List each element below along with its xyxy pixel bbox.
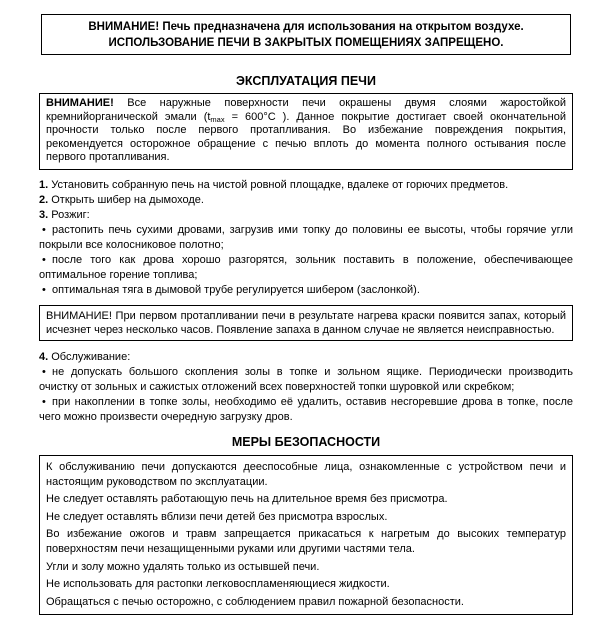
safety-rule-1: К обслуживанию печи допускаются дееспособные лица, ознакомленные с устройством печи и настоящим руководством по эксплуатации. (46, 460, 566, 488)
safety-rule-5: Угли и золу можно удалять только из остывшей печи. (46, 560, 320, 573)
step-item-2 (39, 193, 573, 208)
step-number: 4. (39, 350, 49, 363)
step-text: Установить собранную печь на чистой ровной площадке, вдалеке от горючих предметов. (48, 178, 509, 191)
step-number: 3. (39, 208, 49, 221)
outdoor-warning-line-1: ВНИМАНИЕ! Печь предназначена для использования на открытом воздухе. (88, 21, 524, 33)
tmax-subscript: max (210, 114, 225, 124)
outdoor-warning-box (41, 14, 571, 55)
step-text: Розжиг: (48, 208, 90, 221)
operation-steps (39, 178, 573, 298)
step-item-1 (39, 178, 573, 193)
bullet-text: растопить печь сухими дровами, загрузив ими топку до половины ее высоты, чтобы горячие угли покрыли все колосниковое полотно; (39, 223, 573, 251)
maintenance-section (39, 350, 573, 425)
step-number: 1. (39, 178, 49, 191)
bullet-text: после того как дрова хорошо разгорятся, зольник поставить в положение, обеспечивающее оптимальное горение топлива; (39, 253, 573, 281)
bullet-text: оптимальная тяга в дымовой трубе регулируется шибером (заслонкой). (52, 283, 420, 296)
step-text: Открыть шибер на дымоходе. (48, 193, 204, 206)
bullet-icon: • (42, 395, 46, 408)
bullet-icon: • (42, 283, 46, 296)
bullet-text: не допускать большого скопления золы в топке и зольном ящике. Периодически производить очистку от зольных и сажистых отложений всех поверхностей топки шуровкой или скребком; (39, 365, 573, 393)
safety-rule-6: Не использовать для растопки легковоспламеняющиеся жидкости. (46, 578, 390, 590)
step-item-3 (39, 208, 573, 223)
smell-warning-text: ВНИМАНИЕ! При первом протапливании печи в результате нагрева краски появится запах, который исчезнет через несколько часов. Появление запаха в данном случае не является неисправностью. (46, 309, 566, 336)
safety-rule-3: Не следует оставлять вблизи печи детей без присмотра взрослых. (46, 510, 388, 523)
paint-warning-text-post: = 600°С ). Данное покрытие достигает своей окончательной прочности только после первого протапливания. Во избежание повреждения покрытия, рекомендуется осторожное обращение с печью вплоть до момента полного остывания после первого протапливания. (46, 110, 566, 163)
safety-rule-2: Не следует оставлять работающую печь на длительное время без присмотра. (46, 493, 448, 505)
step-number: 2. (39, 193, 49, 206)
ignition-bullet-3 (39, 283, 573, 298)
bullet-icon: • (42, 365, 46, 378)
maintenance-bullet-1 (39, 365, 573, 395)
outdoor-warning-line-2: ИСПОЛЬЗОВАНИЕ ПЕЧИ В ЗАКРЫТЫХ ПОМЕЩЕНИЯХ ЗАПРЕЩЕНО. (108, 37, 504, 49)
paint-warning-text-pre: Все наружные поверхности печи окрашены двумя слоями жаростойкой кремнийорганической эмали (t (46, 97, 566, 123)
step-item-4 (39, 350, 573, 365)
safety-rules-box (39, 455, 573, 615)
ignition-bullet-1 (39, 223, 573, 253)
safety-rule-4: Во избежание ожогов и травм запрещается прикасаться к нагретым до высоких температур поверхностям печи незащищенными руками или другими частями тела. (46, 528, 566, 555)
safety-rule-7: Обращаться с печью осторожно, с соблюдением правил пожарной безопасности. (46, 595, 464, 608)
section-heading-operation: ЭКСПЛУАТАЦИЯ ПЕЧИ (236, 74, 376, 88)
paint-warning-lead: ВНИМАНИЕ! (46, 97, 114, 109)
step-text: Обслуживание: (48, 350, 131, 363)
paint-warning-box (39, 93, 573, 170)
bullet-icon: • (42, 253, 46, 266)
smell-warning-box (39, 305, 573, 341)
section-heading-safety: МЕРЫ БЕЗОПАСНОСТИ (231, 434, 381, 449)
maintenance-bullet-2 (39, 395, 573, 425)
bullet-icon: • (42, 223, 46, 236)
ignition-bullet-2 (39, 253, 573, 283)
bullet-text: при накоплении в топке золы, необходимо её удалить, оставив несгоревшие дрова в топке, после чего можно произвести очередную загрузку дров. (39, 395, 573, 423)
